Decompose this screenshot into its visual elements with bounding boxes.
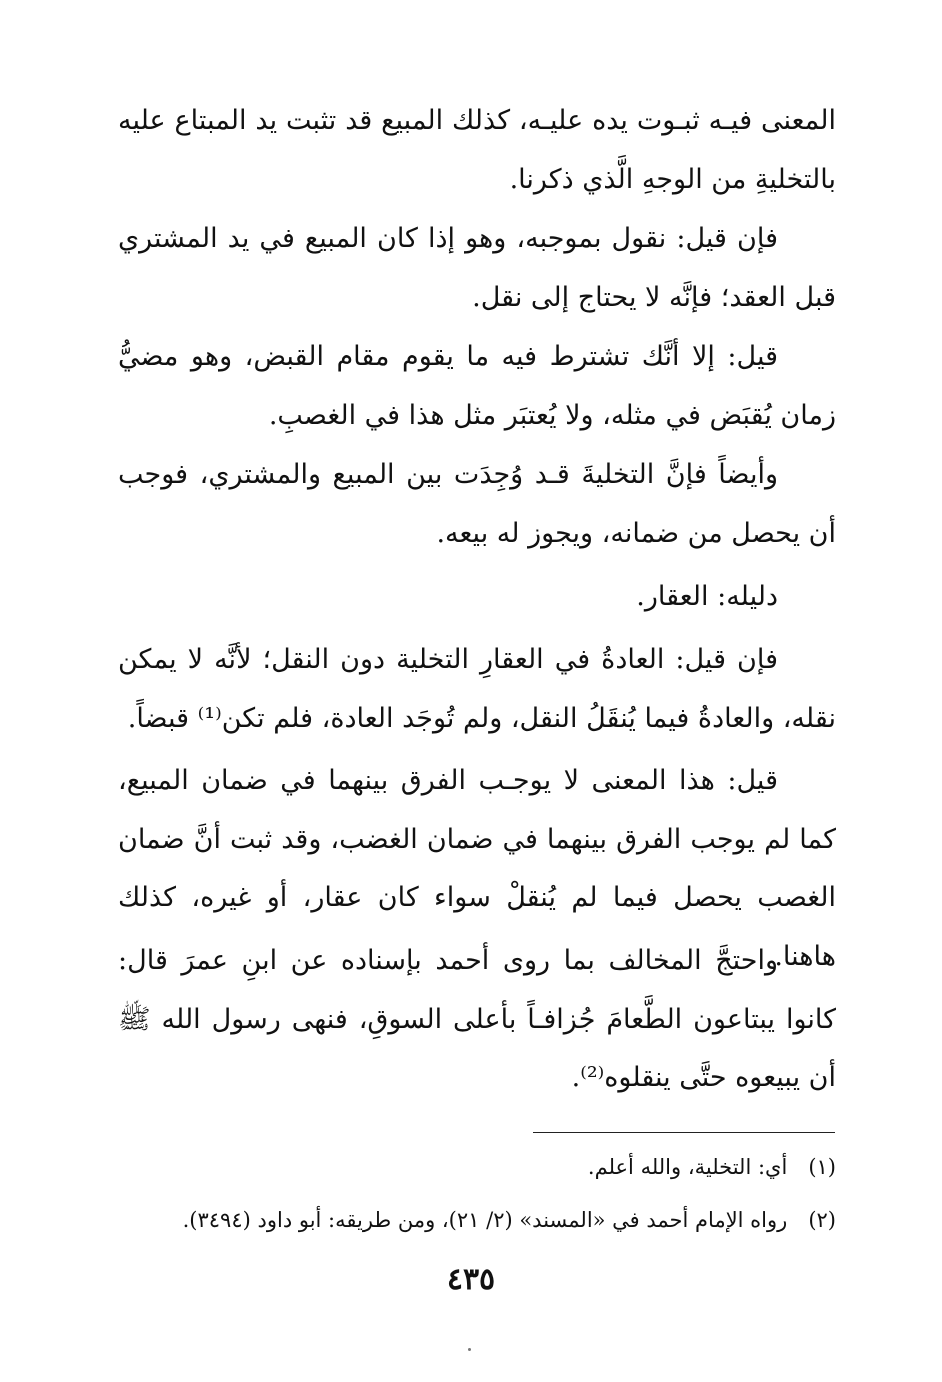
footnote-2-number: (٢) bbox=[808, 1208, 836, 1232]
footnote-2-text: رواه الإمام أحمد في «المسند» (٢/ ٢١)، ومن طريقه: أبو داود (٣٤٩٤). bbox=[182, 1208, 788, 1232]
paragraph-5: دليله: العقار. bbox=[636, 581, 778, 612]
paragraph-8: واحتجَّ المخالف بما روى أحمد بإسناده عن ابنِ عمرَ قال: كانوا يبتاعون الطَّعامَ جُزافـاً بأعلى السوقِ، فنهى رسول الله ﷺ أن يبيعوه حتَّى ينقلوه⁽²⁾. bbox=[118, 945, 836, 1093]
paragraph-1: المعنى فيـه ثبـوت يده عليـه، كذلك المبيع قد تثبت يد المبتاع عليه بالتخليةِ من الوجهِ الَّذي ذكرنا. bbox=[118, 105, 836, 195]
footnote-1-text: أي: التخلية، والله أعلم. bbox=[587, 1155, 788, 1179]
paragraph-2: فإن قيل: نقول بموجبه، وهو إذا كان المبيع في يد المشتري قبل العقد؛ فإنَّه لا يحتاج إلى نقل. bbox=[118, 223, 836, 313]
paragraph-7: قيل: هذا المعنى لا يوجـب الفرق بينهما في ضمان المبيع، كما لم يوجب الفرق بينهما في ضمان الغضب، وقد ثبت أنَّ ضمان الغصب يحصل فيما لم يُنقلْ سواء كان عقار، أو غيره، كذلك هاهنا. bbox=[118, 765, 836, 972]
footnote-2 bbox=[118, 1205, 836, 1235]
paragraph-3: قيل: إلا أنَّك تشترط فيه ما يقوم مقام القبض، وهو مضيُّ زمان يُقبَض في مثله، ولا يُعتبَر مثل هذا في الغصبِ. bbox=[118, 341, 836, 431]
page-number: ٤٣٥ bbox=[446, 1262, 496, 1297]
paragraph-6: فإن قيل: العادةُ في العقارِ التخلية دون النقل؛ لأنَّه لا يمكن نقله، والعادةُ فيما يُنقَلُ النقل، ولم تُوجَد العادة، فلم تكن⁽¹⁾ قبضاً. bbox=[118, 644, 836, 734]
footnote-1-number: (١) bbox=[808, 1155, 836, 1179]
footnote-separator bbox=[533, 1132, 835, 1133]
scan-speck bbox=[468, 1348, 471, 1351]
paragraph-4: وأيضاً فإنَّ التخليةَ قـد وُجِدَت بين المبيع والمشتري، فوجب أن يحصل من ضمانه، ويجوز له بيعه. bbox=[118, 459, 836, 549]
footnote-1 bbox=[118, 1152, 836, 1182]
